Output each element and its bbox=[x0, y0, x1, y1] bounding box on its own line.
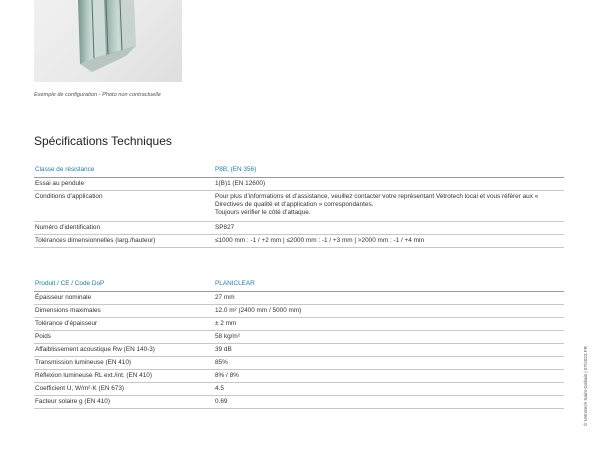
copyright-note: © Vetrotech Saint-Gobain | 07/2023 FR bbox=[583, 346, 588, 426]
row-label: Dimensions maximales bbox=[34, 304, 214, 317]
row-value: 8% / 8% bbox=[214, 369, 564, 382]
row-value: 12.0 m² (2400 mm / 5000 mm) bbox=[214, 304, 564, 317]
photo-caption: Exemple de configuration - Photo non contractuelle bbox=[34, 92, 161, 98]
table-row bbox=[34, 291, 564, 304]
row-value: 58 kg/m² bbox=[214, 330, 564, 343]
row-value: 39 dB bbox=[214, 343, 564, 356]
row-value: 4.5 bbox=[214, 382, 564, 395]
row-label: Transmission lumineuse (EN 410) bbox=[34, 356, 214, 369]
row-value: 1(B)1 (EN 12600) bbox=[214, 177, 564, 190]
row-label: Réflexion lumineuse RL ext./int. (EN 410) bbox=[34, 369, 214, 382]
row-value: ± 2 mm bbox=[214, 317, 564, 330]
row-label: Affaiblissement acoustique Rw (EN 140-3) bbox=[34, 343, 214, 356]
row-label: Tolérance d’épaisseur bbox=[34, 317, 214, 330]
table-row bbox=[34, 221, 564, 234]
row-label: Numéro d’identification bbox=[34, 221, 214, 234]
product-spec-table bbox=[34, 278, 564, 409]
row-value: Pour plus d’informations et d’assistance, veuillez contacter votre représentant Vetrotech local et vous référer aux « Directives de qualité et d’application » correspondantes. Toujours vérifier le côté d’attaque. bbox=[214, 190, 564, 221]
glass-layers-illustration bbox=[34, 0, 182, 82]
row-label: Essai au pendule bbox=[34, 177, 214, 190]
table-header-row bbox=[34, 278, 564, 291]
row-value: 0.69 bbox=[214, 395, 564, 408]
header-value: P8B, (EN 356) bbox=[214, 164, 564, 177]
row-label: Coefficient U, W/m²·K (EN 673) bbox=[34, 382, 214, 395]
table-row bbox=[34, 317, 564, 330]
table-row bbox=[34, 369, 564, 382]
row-value: SP827 bbox=[214, 221, 564, 234]
table-row bbox=[34, 356, 564, 369]
row-value: 85% bbox=[214, 356, 564, 369]
table-row bbox=[34, 304, 564, 317]
row-value: ≤1000 mm : -1 / +2 mm | ≤2000 mm : -1 / +3 mm | >2000 mm : -1 / +4 mm bbox=[214, 234, 564, 247]
table-row bbox=[34, 382, 564, 395]
table-row bbox=[34, 177, 564, 190]
table-row bbox=[34, 330, 564, 343]
table-header-row bbox=[34, 164, 564, 177]
header-value: PLANICLEAR bbox=[214, 278, 564, 291]
row-label: Facteur solaire g (EN 410) bbox=[34, 395, 214, 408]
row-label: Tolérances dimensionnelles (larg./hauteur) bbox=[34, 234, 214, 247]
section-title: Spécifications Techniques bbox=[34, 134, 172, 148]
header-label: Classe de résistance bbox=[34, 164, 214, 177]
product-photo bbox=[34, 0, 182, 82]
row-value: 27 mm bbox=[214, 291, 564, 304]
table-row bbox=[34, 234, 564, 247]
table-row bbox=[34, 190, 564, 221]
table-row bbox=[34, 343, 564, 356]
header-label: Produit / CE / Code DoP bbox=[34, 278, 214, 291]
table-row bbox=[34, 395, 564, 408]
row-label: Conditions d’application bbox=[34, 190, 214, 221]
row-label: Épaisseur nominale bbox=[34, 291, 214, 304]
resistance-spec-table bbox=[34, 164, 564, 248]
row-label: Poids bbox=[34, 330, 214, 343]
